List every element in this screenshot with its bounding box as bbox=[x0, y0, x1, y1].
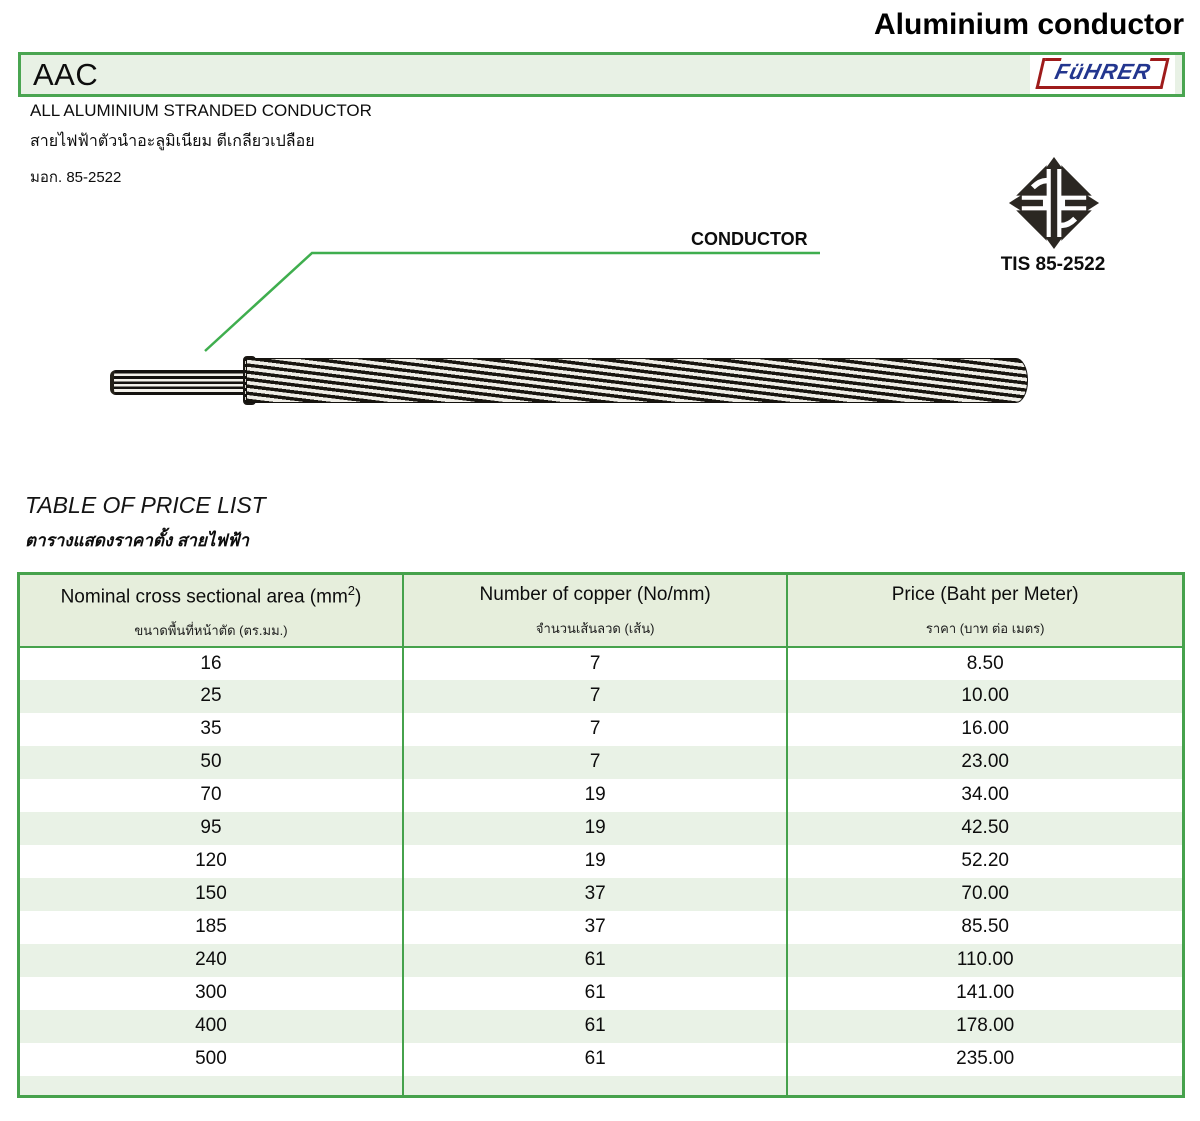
price-table bbox=[17, 572, 1185, 1098]
filler-cell bbox=[19, 1076, 403, 1097]
price-cell-area: 35 bbox=[19, 713, 403, 746]
column-header-strands bbox=[403, 574, 787, 647]
price-table-row bbox=[19, 812, 1184, 845]
brand-logo-text: FüHRER bbox=[1052, 59, 1154, 84]
price-table-row bbox=[19, 713, 1184, 746]
column-header-strands-th: จำนวนเส้นลวด (เส้น) bbox=[535, 620, 655, 636]
filler-cell bbox=[403, 1076, 787, 1097]
price-cell-area: 150 bbox=[19, 878, 403, 911]
price-table-row bbox=[19, 680, 1184, 713]
price-cell-strands: 19 bbox=[403, 779, 787, 812]
brand-logo bbox=[1030, 55, 1175, 94]
price-table-body bbox=[19, 647, 1184, 1097]
price-cell-strands: 61 bbox=[403, 977, 787, 1010]
column-header-area bbox=[19, 574, 403, 647]
price-cell-price: 235.00 bbox=[787, 1043, 1183, 1076]
price-cell-area: 300 bbox=[19, 977, 403, 1010]
product-standard: มอก. 85-2522 bbox=[30, 169, 122, 186]
price-cell-area: 16 bbox=[19, 647, 403, 680]
price-table-row bbox=[19, 977, 1184, 1010]
price-cell-price: 85.50 bbox=[787, 911, 1183, 944]
price-table-container bbox=[17, 572, 1185, 1098]
price-cell-price: 8.50 bbox=[787, 647, 1183, 680]
price-table-row bbox=[19, 746, 1184, 779]
price-cell-area: 50 bbox=[19, 746, 403, 779]
filler-cell bbox=[787, 1076, 1183, 1097]
column-header-price-th: ราคา (บาท ต่อ เมตร) bbox=[925, 620, 1045, 636]
price-cell-strands: 61 bbox=[403, 1043, 787, 1076]
product-code-bar bbox=[18, 52, 1185, 97]
conductor-callout-label: CONDUCTOR bbox=[691, 229, 808, 249]
conductor-core-strands bbox=[110, 370, 252, 395]
price-cell-price: 110.00 bbox=[787, 944, 1183, 977]
price-cell-price: 42.50 bbox=[787, 812, 1183, 845]
price-table-row bbox=[19, 878, 1184, 911]
column-header-price-en: Price (Baht per Meter) bbox=[891, 584, 1079, 605]
price-cell-area: 25 bbox=[19, 680, 403, 713]
brand-logo-frame bbox=[1035, 58, 1169, 89]
price-cell-price: 141.00 bbox=[787, 977, 1183, 1010]
column-header-price bbox=[787, 574, 1183, 647]
price-cell-area: 400 bbox=[19, 1010, 403, 1043]
price-cell-strands: 61 bbox=[403, 944, 787, 977]
price-cell-strands: 7 bbox=[403, 713, 787, 746]
price-table-row bbox=[19, 647, 1184, 680]
column-header-area-en: Nominal cross sectional area $(mm^2)$ bbox=[60, 583, 362, 608]
tis-mark-icon bbox=[1008, 157, 1100, 249]
product-code: AAC bbox=[33, 57, 99, 92]
price-table-row bbox=[19, 944, 1184, 977]
conductor-cable-body bbox=[246, 358, 1028, 403]
price-cell-area: 95 bbox=[19, 812, 403, 845]
price-cell-area: 185 bbox=[19, 911, 403, 944]
price-table-row bbox=[19, 779, 1184, 812]
price-cell-area: 70 bbox=[19, 779, 403, 812]
column-header-strands-en: Number of copper (No/mm) bbox=[479, 584, 711, 605]
page-title: Aluminium conductor bbox=[874, 8, 1184, 41]
price-table-row bbox=[19, 911, 1184, 944]
price-table-row bbox=[19, 845, 1184, 878]
price-list-title: TABLE OF PRICE LIST bbox=[25, 492, 266, 518]
price-cell-price: 10.00 bbox=[787, 680, 1183, 713]
price-cell-strands: 37 bbox=[403, 878, 787, 911]
price-cell-strands: 7 bbox=[403, 680, 787, 713]
price-cell-price: 70.00 bbox=[787, 878, 1183, 911]
price-cell-strands: 7 bbox=[403, 647, 787, 680]
price-table-row bbox=[19, 1010, 1184, 1043]
price-cell-strands: 19 bbox=[403, 845, 787, 878]
price-list-subtitle-thai: ตารางแสดงราคาตั้ง สายไฟฟ้า bbox=[25, 531, 249, 550]
price-cell-strands: 19 bbox=[403, 812, 787, 845]
price-cell-strands: 37 bbox=[403, 911, 787, 944]
price-table-header-row bbox=[19, 574, 1184, 647]
price-cell-strands: 7 bbox=[403, 746, 787, 779]
price-cell-area: 120 bbox=[19, 845, 403, 878]
price-cell-price: 34.00 bbox=[787, 779, 1183, 812]
price-cell-price: 52.20 bbox=[787, 845, 1183, 878]
price-table-filler-row bbox=[19, 1076, 1184, 1097]
price-cell-area: 500 bbox=[19, 1043, 403, 1076]
product-name-en: ALL ALUMINIUM STRANDED CONDUCTOR bbox=[30, 101, 372, 120]
price-cell-strands: 61 bbox=[403, 1010, 787, 1043]
column-header-area-th: ขนาดพื้นที่หน้าตัด (ตร.มม.) bbox=[134, 622, 288, 638]
price-cell-area: 240 bbox=[19, 944, 403, 977]
price-cell-price: 178.00 bbox=[787, 1010, 1183, 1043]
price-table-row bbox=[19, 1043, 1184, 1076]
price-cell-price: 16.00 bbox=[787, 713, 1183, 746]
product-name-th: สายไฟฟ้าตัวนำอะลูมิเนียม ตีเกลียวเปลือย bbox=[30, 133, 315, 150]
price-cell-price: 23.00 bbox=[787, 746, 1183, 779]
tis-mark-label: TIS 85-2522 bbox=[1000, 254, 1106, 275]
